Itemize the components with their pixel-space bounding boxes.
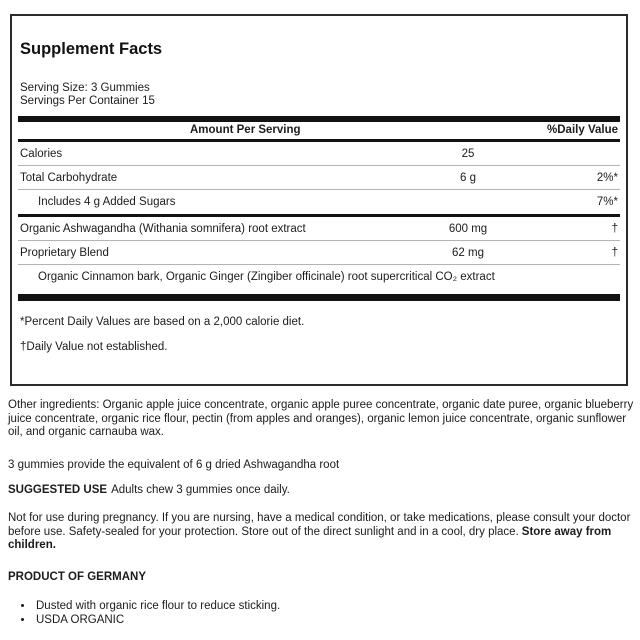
column-header-daily-value: %Daily Value (547, 124, 618, 136)
nutrient-daily-value: 7%* (596, 196, 618, 208)
nutrient-daily-value: † (611, 247, 618, 259)
supplement-facts-panel (10, 14, 628, 386)
nutrient-amount: 62 mg (452, 247, 484, 259)
nutrient-daily-value: † (611, 223, 618, 235)
warning-body: Not for use during pregnancy. If you are nursing, have a medical condition, or take medications, please consult your doctor before use. Safety-sealed for your protection. Store out of the direct sunlight and in a cool, dry place. (8, 512, 631, 538)
proprietary-blend-components: Organic Cinnamon bark, Organic Ginger (Zingiber officinale) root supercritical CO₂ extract (38, 271, 495, 283)
servings-per-container: Servings Per Container 15 (20, 95, 155, 107)
bullet-rice-flour: • Dusted with organic rice flour to reduce sticking. (34, 600, 280, 614)
footnote-daily-values: *Percent Daily Values are based on a 2,000 calorie diet. (20, 315, 305, 328)
serving-info (20, 82, 620, 108)
feature-bullet-list (8, 600, 280, 627)
nutrient-name: Includes 4 g Added Sugars (38, 196, 176, 208)
nutrient-row-calories (18, 142, 620, 166)
supplement-facts-title: Supplement Facts (20, 40, 163, 58)
nutrient-row-added-sugars (18, 190, 620, 214)
equivalence-text: 3 gummies provide the equivalent of 6 g dried Ashwagandha root (8, 459, 340, 471)
table-header-row (18, 122, 620, 139)
nutrient-name: Total Carbohydrate (20, 172, 118, 184)
nutrient-row-total-carbohydrate (18, 166, 620, 190)
serving-size: Serving Size: 3 Gummies (20, 82, 150, 94)
nutrient-daily-value: 2%* (596, 172, 618, 184)
other-ingredients-text: Other ingredients: Organic apple juice concentrate, organic apple puree concentrate, organic date puree, organic blueberry juice concentrate, organic rice flour, pectin (from apples and oranges), organic lemon juice concentrate, organic sunflower oil, and organic carnauba wax. (8, 399, 634, 438)
nutrient-name: Organic Ashwagandha (Withania somnifera) root extract (20, 223, 306, 235)
divider-thick-bottom (18, 294, 620, 301)
product-origin-text: PRODUCT OF GERMANY (8, 571, 146, 583)
nutrient-amount: 25 (461, 148, 475, 160)
nutrient-name: Calories (20, 148, 63, 160)
nutrient-name: Proprietary Blend (20, 247, 109, 259)
suggested-use-label: SUGGESTED USE (8, 484, 108, 496)
footnote-dagger: †Daily Value not established. (20, 340, 168, 353)
warning-bold: Store away from children. (8, 525, 612, 551)
suggested-use-text (8, 484, 634, 498)
nutrient-row-ashwagandha (18, 217, 620, 241)
nutrient-amount: 600 mg (448, 223, 488, 235)
suggested-use-directions: Adults chew 3 gummies once daily. (111, 484, 290, 496)
column-header-amount: Amount Per Serving (190, 124, 301, 136)
bullet-usda-organic: • USDA ORGANIC (34, 614, 280, 628)
nutrient-row-proprietary-blend (18, 241, 620, 265)
warning-text (8, 512, 631, 553)
nutrient-amount: 6 g (460, 172, 476, 184)
